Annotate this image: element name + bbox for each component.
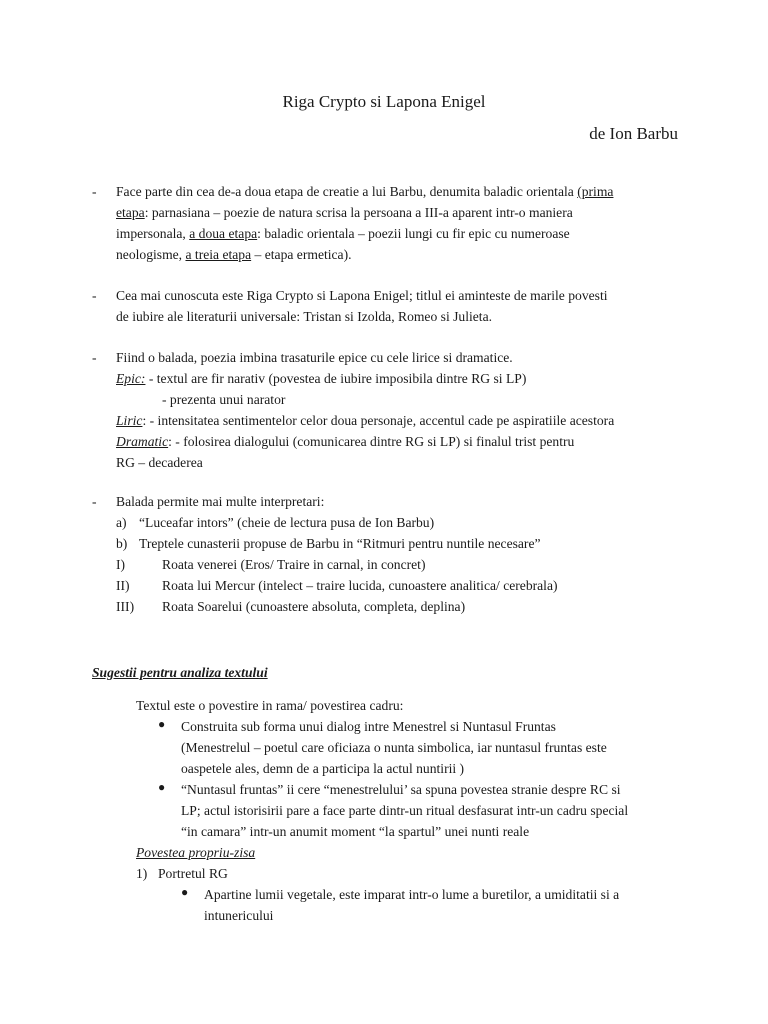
text-line: Fiind o balada, poezia imbina trasaturile epice cu cele lirice si dramatice.: [116, 350, 513, 365]
roman-text: Roata lui Mercur (intelect – traire lucida, cunoastere analitica/ cerebrala): [162, 578, 558, 593]
bullet-text: (Menestrelul – poetul care oficiaza o nunta simbolica, iar nuntasul fruntas este: [181, 740, 607, 755]
epic-label: Epic:: [116, 371, 146, 386]
text-line: de iubire ale literaturii universale: Tristan si Izolda, Romeo si Julieta.: [116, 309, 493, 324]
bullet-text: Construita sub forma unui dialog intre Menestrel si Nuntasul Fruntas: [181, 719, 556, 734]
text-line: - prezenta unui narator: [162, 392, 286, 407]
dash-marker: -: [92, 350, 97, 365]
bullet-text: Apartine lumii vegetale, este imparat intr-o lume a buretilor, a umiditatii si a: [204, 887, 620, 902]
numbered-text: Portretul RG: [158, 866, 228, 881]
list-marker: b): [116, 536, 128, 551]
text-line: Balada permite mai multe interpretari:: [116, 494, 325, 509]
bullet-text: intunericului: [204, 908, 274, 923]
text-run: impersonala,: [116, 226, 190, 241]
text-run: : parnasiana – poezie de natura scrisa la persoana a III-a aparent intr-o maniera: [144, 205, 573, 220]
text-line: Cea mai cunoscuta este Riga Crypto si Lapona Enigel; titlul ei aminteste de marile povesti: [116, 288, 608, 303]
bullet-icon: ●: [158, 717, 166, 731]
bullet-icon: ●: [181, 885, 189, 899]
text-run: : - folosirea dialogului (comunicarea dintre RG si LP) si finalul trist pentru: [168, 434, 575, 449]
underlined-text: a treia etapa: [185, 247, 252, 262]
document-title: Riga Crypto si Lapona Enigel: [282, 92, 486, 111]
dash-marker: -: [92, 184, 97, 199]
dramatic-label: Dramatic: [116, 434, 169, 449]
section-heading: Sugestii pentru analiza textului: [92, 665, 268, 680]
numbered-marker: 1): [136, 866, 148, 881]
text-run: Face parte din cea de-a doua etapa de creatie a lui Barbu, denumita baladic orientala: [116, 184, 578, 199]
liric-label: Liric: [116, 413, 143, 428]
roman-text: Roata Soarelui (cunoastere absoluta, completa, deplina): [162, 599, 466, 614]
bullet-text: oaspetele ales, demn de a participa la actul nuntirii ): [181, 761, 465, 776]
underlined-text: etapa: [116, 205, 145, 220]
list-item-body: [116, 491, 696, 512]
dash-marker: -: [92, 494, 97, 509]
subheading: Povestea propriu-zisa: [136, 845, 256, 860]
intro-text: Textul este o povestire in rama/ povestirea cadru:: [136, 698, 404, 713]
bullet-icon: ●: [158, 780, 166, 794]
bullet-text: “in camara” intr-un anumit moment “la spartul” unei nunti reale: [181, 824, 530, 839]
text-run: – etapa ermetica).: [251, 247, 352, 262]
text-run: : - intensitatea sentimentelor celor doua personaje, accentul cade pe aspiratiile acestora: [142, 413, 615, 428]
text-run: - textul are fir narativ (povestea de iubire imposibila dintre RG si LP): [145, 371, 527, 386]
text-run: : baladic orientala – poezii lungi cu fir epic cu numeroase: [257, 226, 570, 241]
underlined-text: (prima: [577, 184, 614, 199]
list-item-body: [116, 181, 696, 265]
bullet-text: LP; actul istorisirii pare a face parte dintr-un ritual desfasurat intr-un cadru special: [181, 803, 629, 818]
roman-marker: III): [116, 599, 135, 614]
list-item-body: [116, 285, 696, 327]
text-line: RG – decaderea: [116, 455, 203, 470]
roman-marker: I): [116, 557, 126, 572]
list-marker: a): [116, 515, 127, 530]
list-text: “Luceafar intors” (cheie de lectura pusa de Ion Barbu): [139, 515, 435, 530]
roman-text: Roata venerei (Eros/ Traire in carnal, in concret): [162, 557, 426, 572]
underlined-text: a doua etapa: [189, 226, 258, 241]
document-author: de Ion Barbu: [589, 124, 678, 143]
list-item-body: [116, 347, 696, 473]
bullet-text: “Nuntasul fruntas” ii cere “menestrelului’ sa spuna povestea stranie despre RC si: [181, 782, 621, 797]
roman-marker: II): [116, 578, 130, 593]
dash-marker: -: [92, 288, 97, 303]
list-text: Treptele cunasterii propuse de Barbu in “Ritmuri pentru nuntile necesare”: [139, 536, 541, 551]
text-run: neologisme,: [116, 247, 186, 262]
